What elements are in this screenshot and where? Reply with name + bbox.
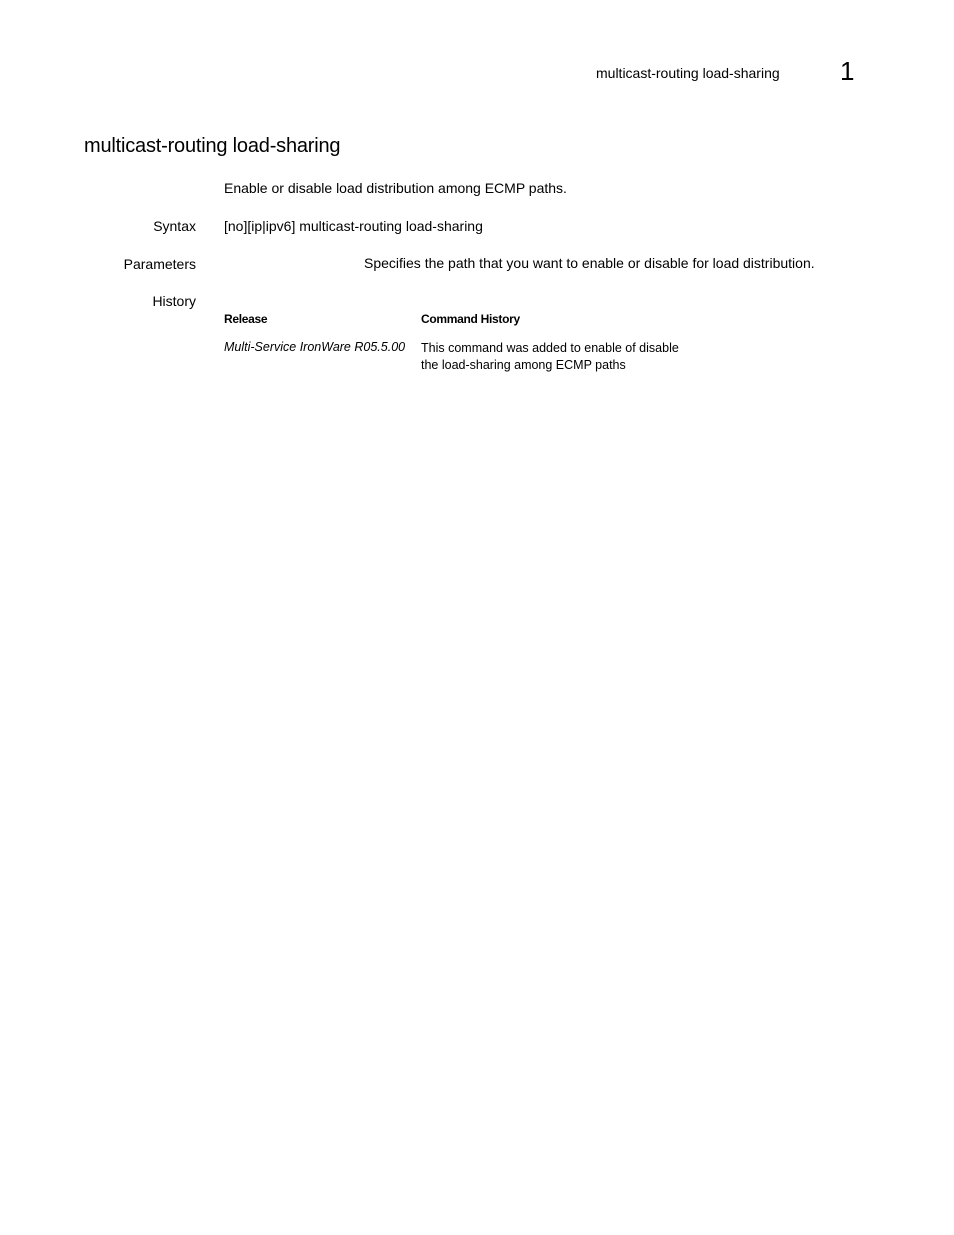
- running-header: multicast-routing load-sharing: [596, 65, 780, 81]
- syntax-text: [no][ip|ipv6] multicast-routing load-sharing: [224, 218, 483, 234]
- section-description: Enable or disable load distribution among ECMP paths.: [224, 180, 567, 196]
- history-column-header-release: Release: [224, 312, 268, 326]
- history-column-header-command-history: Command History: [421, 312, 520, 326]
- history-cell-release: Multi-Service IronWare R05.5.00: [224, 340, 406, 354]
- parameters-text: Specifies the path that you want to enable or disable for load distribution.: [364, 255, 815, 271]
- history-label: History: [152, 293, 196, 309]
- syntax-label: Syntax: [153, 218, 196, 234]
- chapter-number: 1: [840, 56, 855, 86]
- history-cell-command-history: This command was added to enable of disable the load-sharing among ECMP paths: [421, 341, 679, 372]
- section-title: multicast-routing load-sharing: [84, 135, 341, 157]
- parameters-label: Parameters: [123, 256, 196, 272]
